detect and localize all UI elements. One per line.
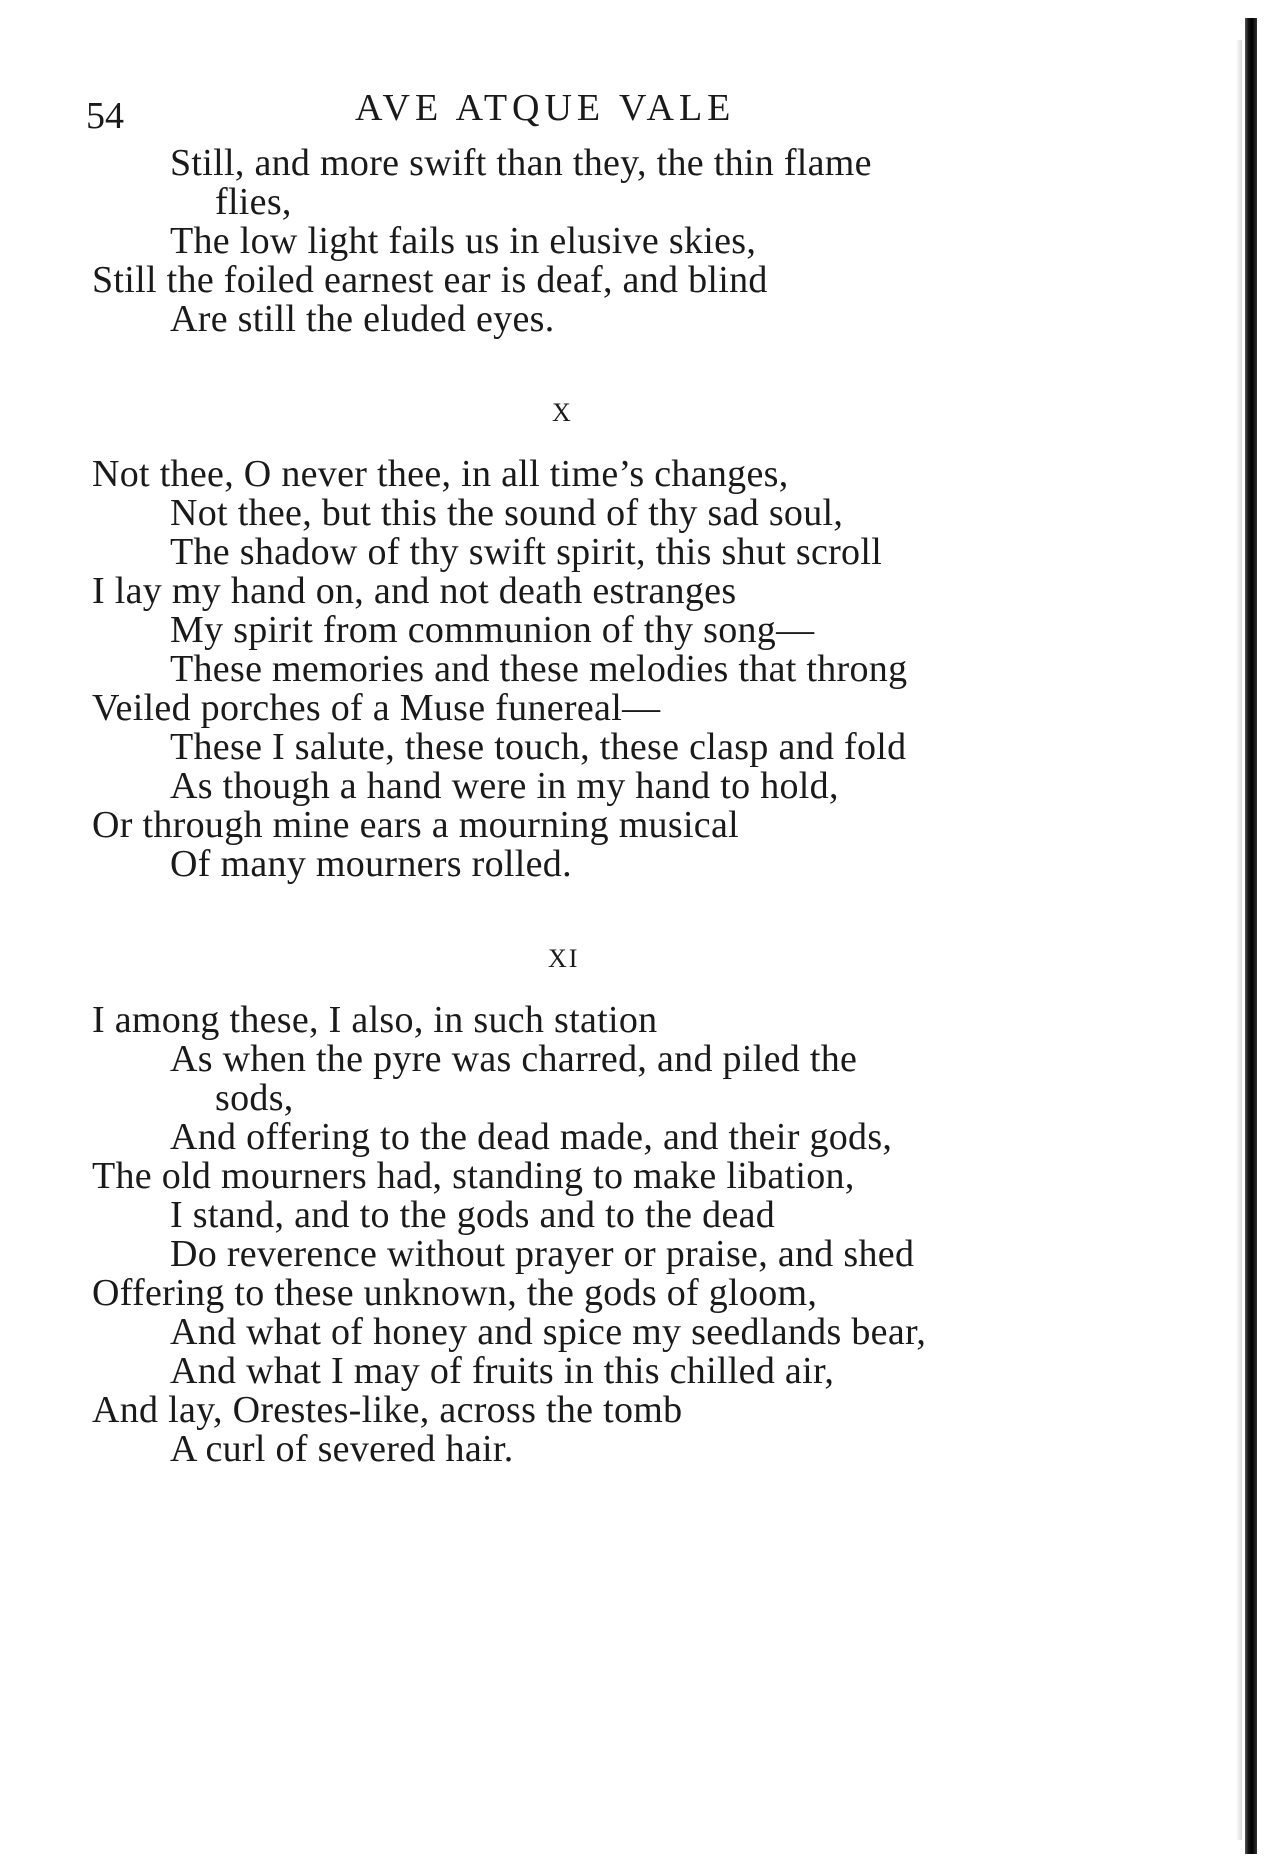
verse-line: My spirit from communion of thy song— bbox=[170, 609, 815, 651]
binding-shadow bbox=[1236, 40, 1242, 1840]
verse-line: Are still the eluded eyes. bbox=[170, 298, 555, 340]
page-header bbox=[80, 86, 980, 146]
verse-line: Of many mourners rolled. bbox=[170, 843, 572, 885]
verse-line: Or through mine ears a mourning musical bbox=[92, 804, 739, 846]
verse-line: I among these, I also, in such station bbox=[92, 999, 658, 1041]
verse-line: And lay, Orestes-like, across the tomb bbox=[92, 1389, 683, 1431]
verse-line: And what of honey and spice my seedlands bear, bbox=[170, 1311, 927, 1353]
verse-line: The shadow of thy swift spirit, this shut scroll bbox=[170, 531, 883, 573]
verse-line: Still the foiled earnest ear is deaf, and blind bbox=[92, 259, 768, 301]
verse-line: A curl of severed hair. bbox=[170, 1428, 514, 1470]
verse-line: Offering to these unknown, the gods of gloom, bbox=[92, 1272, 818, 1314]
verse-line: I lay my hand on, and not death estranges bbox=[92, 570, 737, 612]
verse-line: sods, bbox=[215, 1077, 294, 1119]
verse-line: Do reverence without prayer or praise, and shed bbox=[170, 1233, 915, 1275]
verse-line: Still, and more swift than they, the thin flame bbox=[170, 142, 872, 184]
verse-line: The low light fails us in elusive skies, bbox=[170, 220, 757, 262]
verse-line: As when the pyre was charred, and piled the bbox=[170, 1038, 858, 1080]
page-number: 54 bbox=[86, 95, 124, 137]
page-edge-binding bbox=[1245, 18, 1257, 1854]
verse-line: flies, bbox=[215, 181, 292, 223]
verse-line: And what I may of fruits in this chilled air, bbox=[170, 1350, 835, 1392]
verse-line: These I salute, these touch, these clasp and fold bbox=[170, 726, 907, 768]
verse-line: Not thee, but this the sound of thy sad soul, bbox=[170, 492, 844, 534]
running-title: AVE ATQUE VALE bbox=[355, 87, 736, 129]
verse-line: The old mourners had, standing to make libation, bbox=[92, 1155, 855, 1197]
verse-line: And offering to the dead made, and their gods, bbox=[170, 1116, 893, 1158]
verse-line: I stand, and to the gods and to the dead bbox=[170, 1194, 776, 1236]
verse-line: As though a hand were in my hand to hold, bbox=[170, 765, 839, 807]
verse-line: These memories and these melodies that throng bbox=[170, 648, 908, 690]
stanza-numeral: XI bbox=[548, 944, 580, 973]
stanza-numeral: X bbox=[552, 398, 573, 427]
verse-line: Not thee, O never thee, in all time’s changes, bbox=[92, 453, 789, 495]
verse-line: Veiled porches of a Muse funereal— bbox=[92, 687, 661, 729]
